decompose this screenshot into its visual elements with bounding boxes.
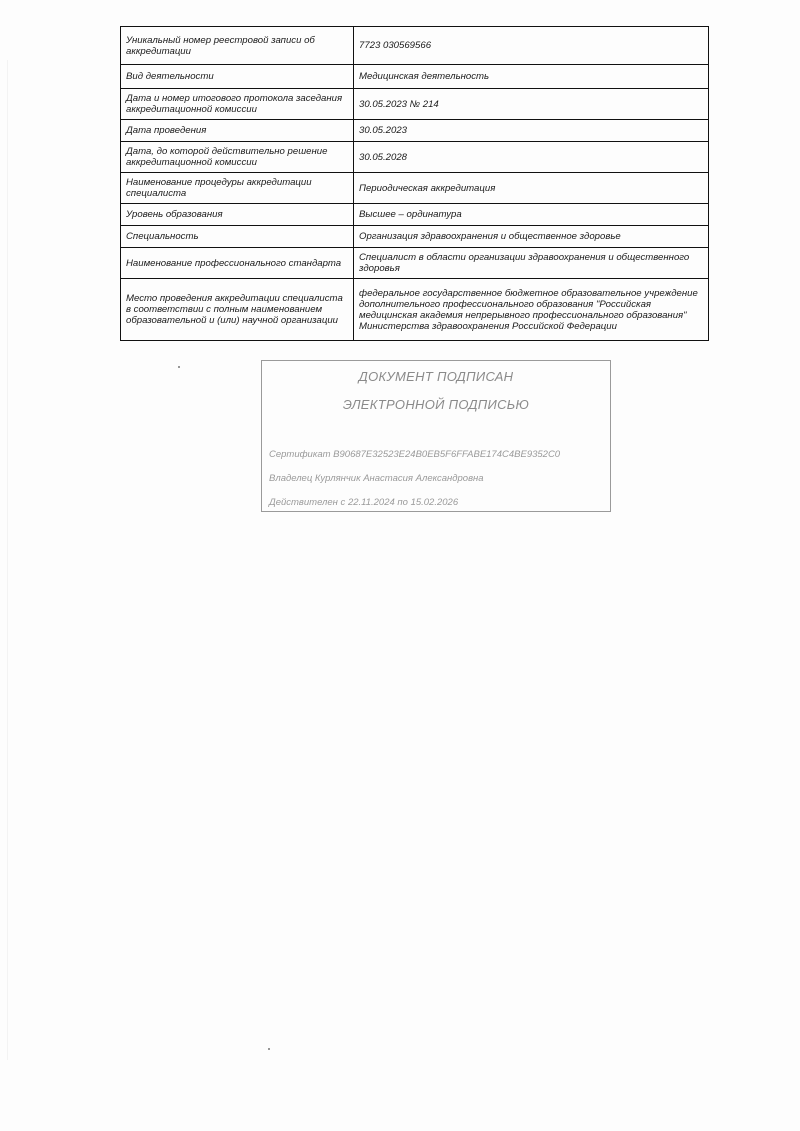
- row-label: Дата, до которой действительно решение аккредитационной комиссии: [121, 142, 354, 173]
- row-value: Медицинская деятельность: [354, 65, 709, 89]
- row-value: Организация здравоохранения и общественное здоровье: [354, 226, 709, 248]
- row-label: Уникальный номер реестровой записи об аккредитации: [121, 27, 354, 65]
- stamp-certificate: Сертификат B90687E32523E24B0EB5F6FFABE174C4BE9352C0: [269, 449, 561, 460]
- stamp-title-line1: ДОКУМЕНТ ПОДПИСАН: [358, 369, 514, 384]
- table-row: [121, 89, 709, 120]
- stamp-validity: Действителен с 22.11.2024 по 15.02.2026: [269, 497, 459, 508]
- row-label: Наименование процедуры аккредитации специалиста: [121, 173, 354, 204]
- row-label: Место проведения аккредитации специалиста в соответствии с полным наименованием образовательной и (или) научной организации: [121, 279, 354, 341]
- scan-speck: [178, 366, 180, 368]
- table-row: [121, 120, 709, 142]
- row-value: 7723 030569566: [354, 27, 709, 65]
- scan-artifact: [7, 60, 8, 1060]
- row-value: 30.05.2023: [354, 120, 709, 142]
- table-row: [121, 248, 709, 279]
- row-value: федеральное государственное бюджетное образовательное учреждение дополнительного профессионального образования "Российская медицинская академия непрерывного профессионального образования" Министерства здравоохранения Российской Федерации: [354, 279, 709, 341]
- row-label: Уровень образования: [121, 204, 354, 226]
- row-label: Дата проведения: [121, 120, 354, 142]
- stamp-owner: Владелец Курлянчик Анастасия Александровна: [269, 473, 484, 484]
- table-row: [121, 279, 709, 341]
- row-label: Вид деятельности: [121, 65, 354, 89]
- row-value: Периодическая аккредитация: [354, 173, 709, 204]
- row-value: Высшее – ординатура: [354, 204, 709, 226]
- table-row: [121, 65, 709, 89]
- row-value: 30.05.2023 № 214: [354, 89, 709, 120]
- stamp-title-line2: ЭЛЕКТРОННОЙ ПОДПИСЬЮ: [342, 397, 530, 412]
- row-value: Специалист в области организации здравоохранения и общественного здоровья: [354, 248, 709, 279]
- accreditation-table: [120, 26, 709, 341]
- table-row: [121, 204, 709, 226]
- row-label: Дата и номер итогового протокола заседания аккредитационной комиссии: [121, 89, 354, 120]
- table-row: [121, 173, 709, 204]
- row-label: Наименование профессионального стандарта: [121, 248, 354, 279]
- scan-speck: [268, 1048, 270, 1050]
- electronic-signature-stamp: [261, 360, 611, 512]
- row-value: 30.05.2028: [354, 142, 709, 173]
- table-row: [121, 226, 709, 248]
- table-row: [121, 142, 709, 173]
- row-label: Специальность: [121, 226, 354, 248]
- table-row: [121, 27, 709, 65]
